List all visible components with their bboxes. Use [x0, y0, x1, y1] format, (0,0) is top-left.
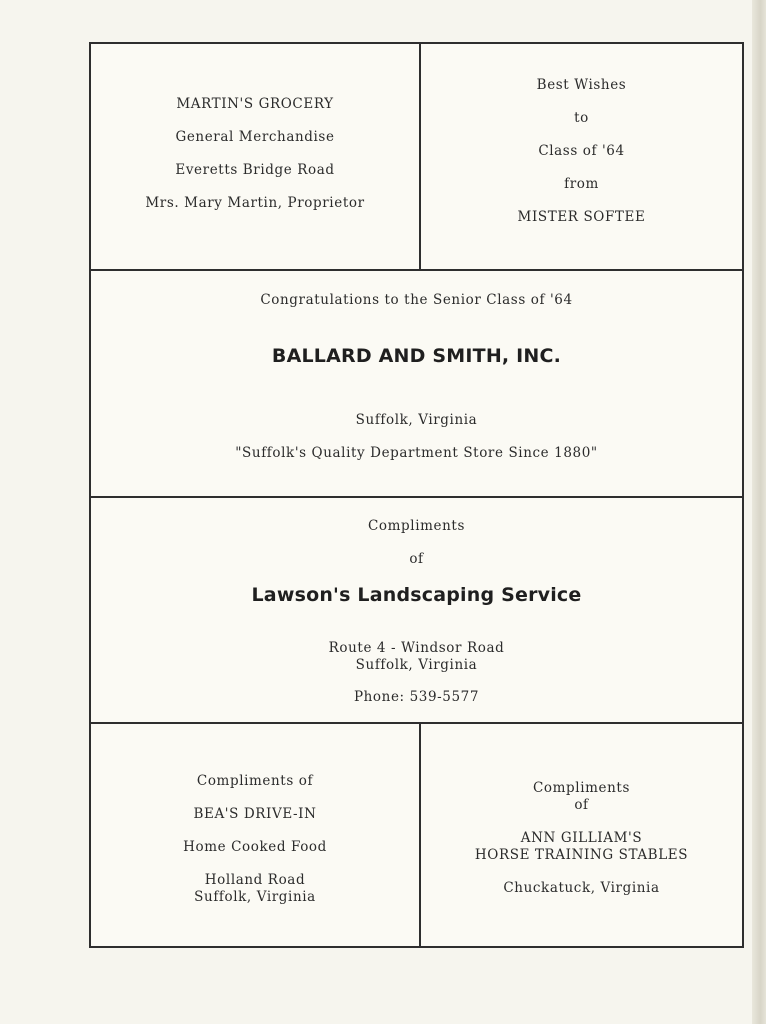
ad-text: Compliments of: [196, 773, 314, 789]
ad-address: Everetts Bridge Road: [175, 162, 335, 178]
ad-lawsons-landscaping: [91, 498, 742, 722]
ad-ann-gilliams-stables: [421, 724, 742, 948]
ad-phone: Phone: 539-5577: [353, 689, 480, 705]
ad-address: Route 4 - Windsor Road: [328, 640, 505, 656]
ad-martins-grocery: [91, 44, 419, 269]
ad-text: of: [574, 797, 589, 813]
ad-text: Home Cooked Food: [183, 839, 327, 855]
ad-name: MISTER SOFTEE: [517, 209, 646, 225]
ad-grid: [89, 42, 744, 948]
ad-text: from: [564, 176, 599, 192]
ad-beas-drive-in: [91, 724, 419, 948]
ad-mister-softee: [421, 44, 742, 269]
ad-text: Compliments: [368, 518, 465, 534]
ad-ballard-and-smith: [91, 271, 742, 496]
ad-name: ANN GILLIAM'S: [520, 830, 643, 846]
ad-address: Suffolk, Virginia: [355, 657, 478, 673]
ad-city: Suffolk, Virginia: [355, 412, 478, 428]
ad-address: Suffolk, Virginia: [194, 889, 316, 905]
ad-text: to: [574, 110, 589, 126]
ad-text: Compliments: [533, 780, 630, 796]
ad-name: Lawson's Landscaping Service: [251, 584, 582, 606]
ad-text: Class of '64: [538, 143, 625, 159]
ad-name: BALLARD AND SMITH, INC.: [271, 345, 562, 367]
ad-text: Best Wishes: [536, 77, 627, 93]
ad-text: of: [409, 551, 424, 567]
ad-name: BEA'S DRIVE-IN: [193, 806, 317, 822]
ad-city: Chuckatuck, Virginia: [503, 880, 660, 896]
ad-name: MARTIN'S GROCERY: [176, 96, 334, 112]
ad-address: Holland Road: [204, 872, 306, 888]
ad-proprietor: Mrs. Mary Martin, Proprietor: [145, 195, 365, 211]
ad-tagline: Congratulations to the Senior Class of '64: [260, 292, 573, 308]
ad-text: General Merchandise: [175, 129, 335, 145]
page-edge-shadow: [752, 0, 766, 1024]
ad-slogan: "Suffolk's Quality Department Store Since 1880": [235, 445, 598, 461]
ad-name: HORSE TRAINING STABLES: [474, 847, 689, 863]
